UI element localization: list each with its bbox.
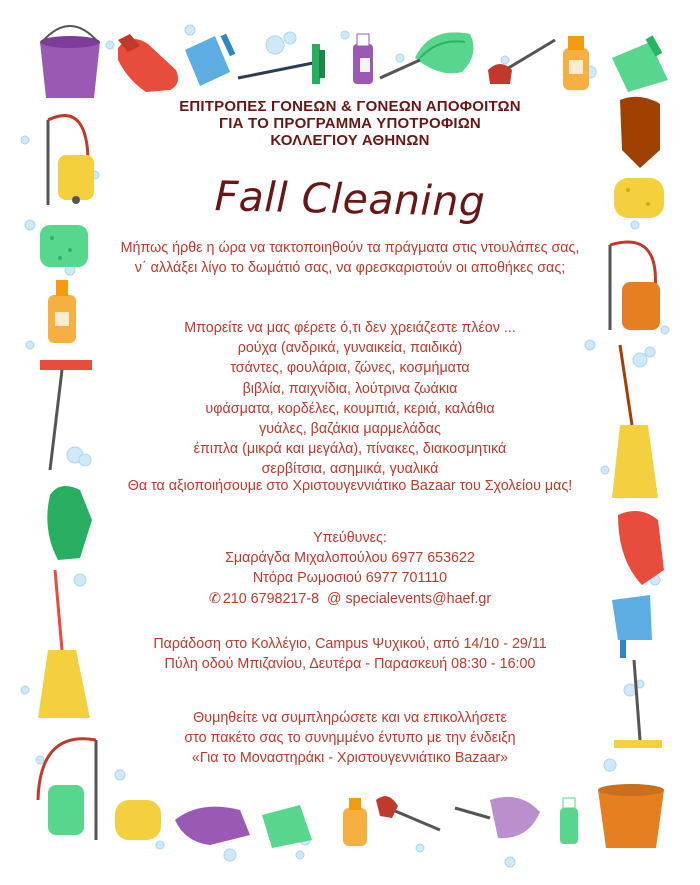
detergent-bottle-icon <box>563 36 589 90</box>
orange-vacuum-icon <box>610 242 660 330</box>
spray-bottom-icon <box>560 798 578 844</box>
organizer-line-1: ΕΠΙΤΡΟΠΕΣ ΓΟΝΕΩΝ & ΓΟΝΕΩΝ ΑΠΟΦΟΙΤΩΝ <box>179 98 521 115</box>
list-item: σερβίτσια, ασημικά, γυαλικά <box>261 461 439 478</box>
green-glove-icon <box>47 486 92 560</box>
items-list <box>100 318 600 480</box>
reminder-line-3: «Για το Μοναστηράκι - Χριστουγεννιάτικο Bazaar» <box>191 750 509 767</box>
items-lead: Μπορείτε να μας φέρετε ό,τι δεν χρειάζεστε πλέον ... <box>184 320 516 336</box>
bazaar-note-text: Θα τα αξιοποιήσουμε στο Χριστουγεννιάτικο Bazaar του Σχολείου μας! <box>127 478 573 494</box>
duster-icon <box>380 32 474 78</box>
contact-phone-email <box>100 589 600 609</box>
list-item: υφάσματα, κορδέλες, κουμπιά, κεριά, καλάθια <box>205 400 495 417</box>
intro-line-2: ν΄ αλλάξει λίγο το δωμάτιό σας, να φρεσκαριστούν οι αποθήκες σας; <box>134 260 566 277</box>
list-item: έπιπλα (μικρά και μεγάλα), πίνακες, διακοσμητικά <box>193 441 507 458</box>
brown-glove-icon <box>620 97 660 168</box>
contact-person-1: Σμαράγδα Μιχαλοπούλου 6977 653622 <box>225 550 475 567</box>
green-dustpan-icon <box>612 35 668 92</box>
phone-icon: ✆ <box>208 590 221 607</box>
organizer-line-2: ΓΙΑ ΤΟ ΠΡΟΓΡΑΜΜΑ ΥΠΟΤΡΟΦΙΩΝ <box>219 115 481 132</box>
list-item: ρούχα (ανδρικά, γυναικεία, παιδικά) <box>237 340 463 357</box>
mop-icon <box>40 360 92 470</box>
organizer-header <box>100 98 600 149</box>
purple-glove-icon <box>175 807 250 845</box>
reminder-line-2: στο πακέτο σας το συνημμένο έντυπο με την ένδειξη <box>184 730 516 747</box>
dustpan-icon <box>185 34 235 86</box>
reminder-line-1: Θυμηθείτε να συμπληρώσετε και να επικολλήσετε <box>193 710 507 726</box>
squeegee-right-icon <box>614 660 662 748</box>
spray-bottle-icon <box>353 34 373 84</box>
blue-dustpan-icon <box>612 595 652 658</box>
green-vacuum-icon <box>38 739 96 840</box>
purple-duster-icon <box>455 797 540 838</box>
vacuum-cleaner-icon <box>48 116 94 205</box>
reminder <box>100 708 600 769</box>
yellow-sponge-bottom-icon <box>115 800 161 840</box>
page-title: Fall Cleaning <box>214 172 486 226</box>
bazaar-note <box>100 476 600 496</box>
contact-person-2: Ντόρα Ρωμοσιού 6977 701110 <box>252 570 448 587</box>
yellow-broom-icon <box>612 345 658 498</box>
sponge-icon <box>40 225 88 267</box>
contacts-heading: Υπεύθυνες: <box>313 530 387 546</box>
detergent-bottom-icon <box>343 798 367 846</box>
broom-icon <box>38 570 90 718</box>
plunger-bottom-icon <box>376 796 440 830</box>
intro-text <box>100 238 600 278</box>
soap-bottle-icon <box>48 280 76 343</box>
list-item: γυάλες, βαζάκια μαρμελάδας <box>259 421 441 438</box>
organizer-line-3: ΚΟΛΛΕΓΙΟΥ ΑΘΗΝΩΝ <box>270 132 430 149</box>
delivery-info <box>100 634 600 674</box>
list-item: βιβλία, παιχνίδια, λούτρινα ζωάκια <box>242 380 458 397</box>
intro-line-1: Μήπως ήρθε η ώρα να τακτοποιηθούν τα πράγματα στις ντουλάπες σας, <box>120 240 580 256</box>
red-glove-icon <box>118 34 178 92</box>
delivery-line-1: Παράδοση στο Κολλέγιο, Campus Ψυχικού, από 14/10 - 29/11 <box>153 636 547 652</box>
red-glove-right-icon <box>618 511 664 585</box>
bucket-icon <box>40 26 100 98</box>
orange-bucket-icon <box>598 784 664 848</box>
plunger-icon <box>488 40 555 84</box>
yellow-sponge-icon <box>614 178 664 218</box>
contact-email[interactable]: @ specialevents@haef.gr <box>327 590 492 607</box>
contacts <box>100 528 600 609</box>
delivery-line-2: Πύλη οδού Μπιζανίου, Δευτέρα - Παρασκευή 08:30 - 16:00 <box>164 656 536 673</box>
list-item: τσάντες, φουλάρια, ζώνες, κοσμήματα <box>230 360 470 377</box>
contact-phone: 210 6798217-8 <box>222 590 320 607</box>
